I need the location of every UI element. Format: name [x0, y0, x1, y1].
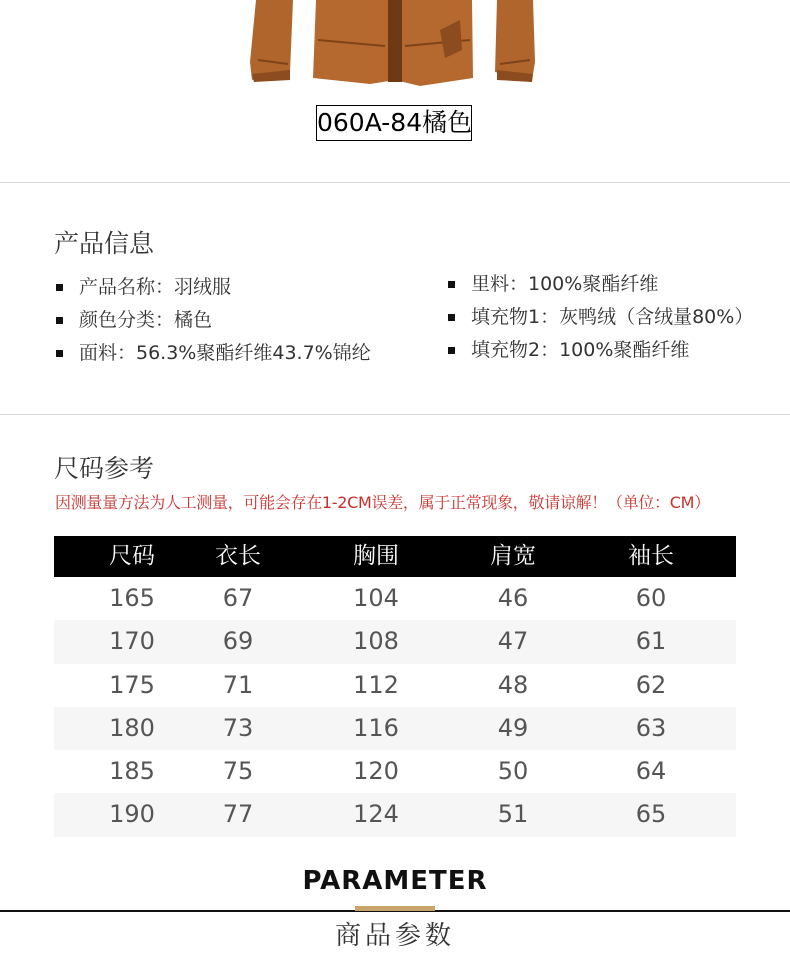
spec-item: [54, 337, 371, 370]
size-table-header: [54, 536, 736, 577]
cell-sleeve: 64: [635, 757, 667, 786]
cell-length: 67: [222, 584, 254, 612]
cell-chest: 116: [353, 713, 399, 742]
spec-text: 产品名称：羽绒服: [79, 276, 232, 298]
bullet-icon: [56, 284, 63, 291]
spec-item: [54, 271, 371, 304]
cell-length: 73: [222, 713, 254, 742]
cell-shoulder: 46: [497, 584, 529, 612]
cell-length: 69: [222, 627, 254, 656]
column-header-length: 衣长: [215, 543, 261, 569]
cell-size: 180: [109, 713, 155, 742]
spec-text: 填充物1：灰鸭绒（含绒量80%）: [471, 306, 754, 328]
cell-length: 77: [222, 800, 254, 829]
size-table: [54, 536, 736, 837]
cell-shoulder: 49: [497, 713, 529, 742]
cell-sleeve: 65: [635, 800, 667, 829]
cell-chest: 108: [353, 627, 399, 656]
cell-chest: 104: [353, 584, 399, 612]
column-header-chest: 胸围: [353, 543, 399, 569]
cell-chest: 124: [353, 800, 399, 829]
table-row: [54, 707, 736, 750]
cell-chest: 112: [353, 670, 399, 699]
column-header-shoulder: 肩宽: [490, 543, 536, 569]
table-row: [54, 664, 736, 707]
product-info-right-list: [446, 268, 753, 367]
spec-text: 填充物2：100%聚酯纤维: [471, 339, 690, 361]
spec-item: [54, 304, 371, 337]
parameter-title-en: PARAMETER: [302, 866, 488, 896]
table-row: [54, 793, 736, 836]
cell-size: 170: [109, 627, 155, 656]
cell-length: 75: [222, 757, 254, 786]
cell-sleeve: 62: [635, 670, 667, 699]
spec-text: 颜色分类：橘色: [79, 309, 213, 331]
column-header-sleeve: 袖长: [628, 543, 674, 569]
product-info-title: 产品信息: [54, 229, 155, 258]
spec-text: 里料：100%聚酯纤维: [471, 273, 659, 295]
cell-sleeve: 63: [635, 713, 667, 742]
section-divider: [0, 414, 790, 415]
cell-shoulder: 51: [497, 800, 529, 829]
cell-size: 165: [109, 584, 155, 612]
spec-text: 面料：56.3%聚酯纤维43.7%锦纶: [79, 342, 371, 364]
bullet-icon: [448, 314, 455, 321]
cell-size: 190: [109, 800, 155, 829]
product-info-left-list: [54, 271, 371, 370]
jacket-image: [0, 0, 790, 100]
cell-shoulder: 50: [497, 757, 529, 786]
cell-length: 71: [222, 670, 254, 699]
cell-size: 175: [109, 670, 155, 699]
spec-item: [446, 334, 753, 367]
cell-size: 185: [109, 757, 155, 786]
bullet-icon: [56, 350, 63, 357]
measurement-notice: 因测量量方法为人工测量，可能会存在1-2CM误差，属于正常现象，敬请谅解！（单位：CM）: [55, 493, 710, 512]
bullet-icon: [448, 281, 455, 288]
section-divider: [0, 182, 790, 183]
spec-item: [446, 301, 753, 334]
table-row: [54, 577, 736, 620]
spec-item: [446, 268, 753, 301]
parameter-accent-bar: [355, 906, 435, 911]
cell-chest: 120: [353, 757, 399, 786]
cell-shoulder: 47: [497, 627, 529, 656]
bullet-icon: [448, 347, 455, 354]
bullet-icon: [56, 317, 63, 324]
table-row: [54, 750, 736, 793]
size-reference-title: 尺码参考: [54, 454, 155, 483]
parameter-title-cn: 商品参数: [334, 921, 455, 951]
product-image-area: [0, 0, 790, 182]
product-caption: 060A-84橘色: [316, 105, 472, 141]
cell-shoulder: 48: [497, 670, 529, 699]
table-row: [54, 620, 736, 663]
column-header-size: 尺码: [109, 543, 155, 569]
cell-sleeve: 61: [635, 627, 667, 656]
cell-sleeve: 60: [635, 584, 667, 612]
